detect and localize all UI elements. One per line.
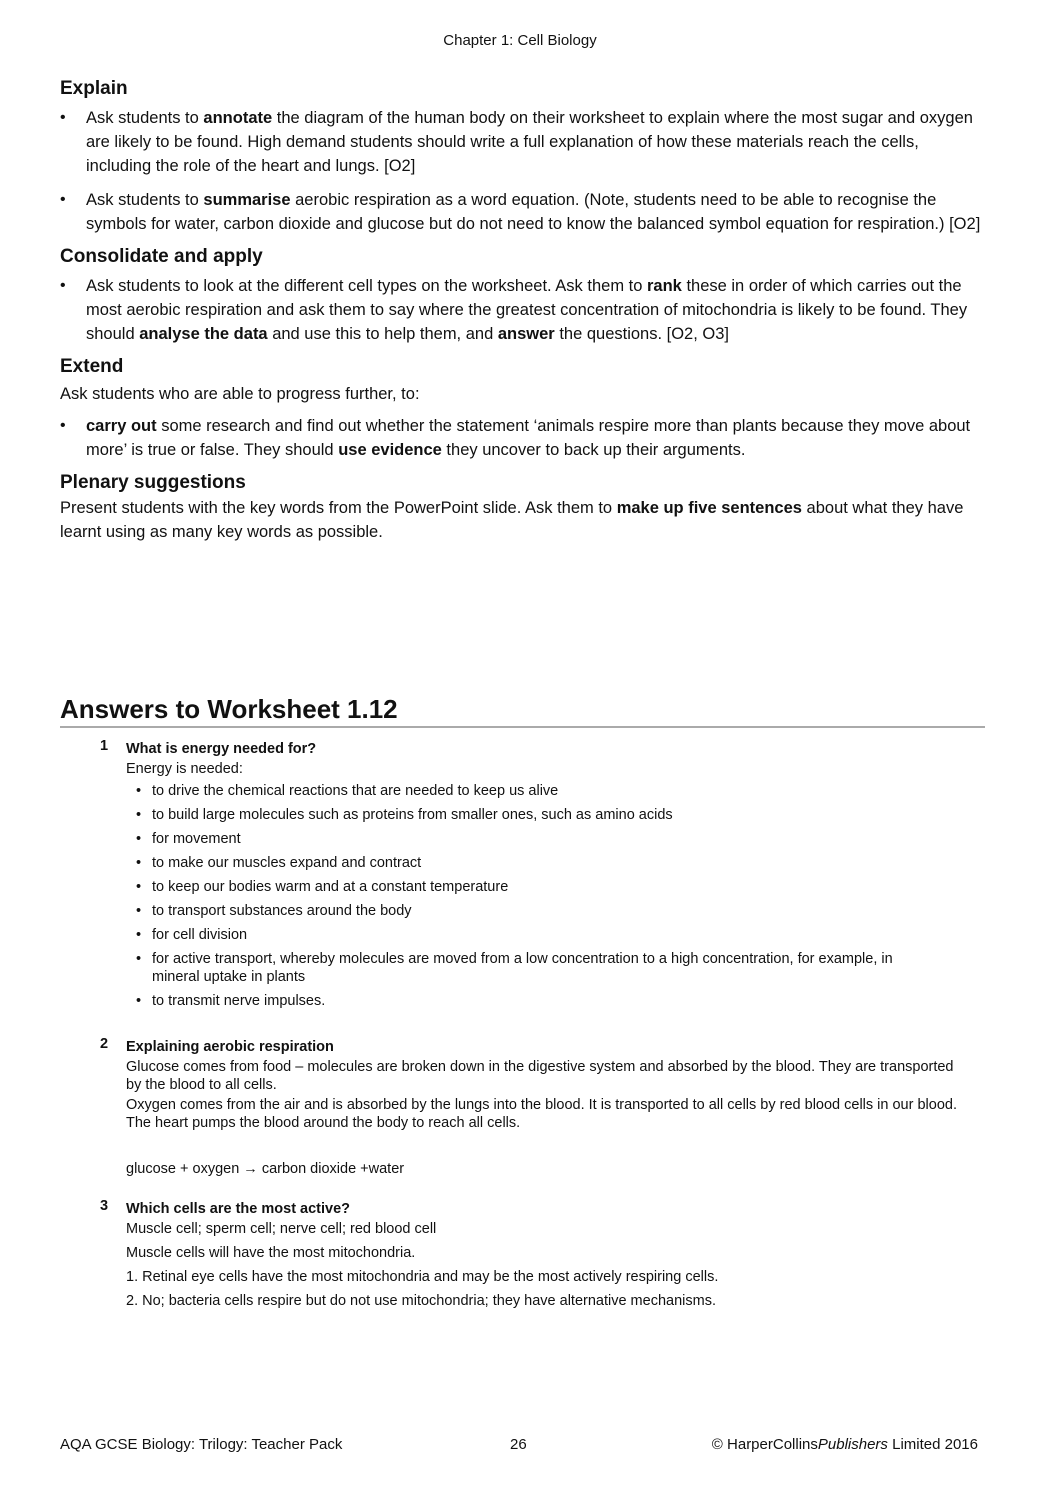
list-item: • for cell division (126, 926, 970, 944)
question-3 (100, 1198, 970, 1310)
explain-heading: Explain (60, 78, 128, 99)
question-1 (100, 738, 970, 1010)
answers-title: Answers to Worksheet 1.12 (60, 694, 985, 728)
plenary-text: Present students with the key words from the PowerPoint slide. Ask them to make up five sentences about what they have learnt using as many key words as possible. (60, 499, 964, 541)
plenary-heading: Plenary suggestions (60, 472, 246, 493)
question-number: 3 (100, 1198, 109, 1214)
list-item: • to transmit nerve impulses. (126, 992, 970, 1010)
answer-intro: Energy is needed: (126, 761, 243, 777)
question-number: 1 (100, 738, 109, 754)
answer-line: 2. No; bacteria cells respire but do not use mitochondria; they have alternative mechanisms. (126, 1293, 716, 1309)
answer-list (126, 782, 970, 1010)
lesson-content (60, 78, 985, 552)
running-header: Chapter 1: Cell Biology (443, 32, 597, 49)
consolidate-heading: Consolidate and apply (60, 246, 263, 267)
copyright: © HarperCollinsPublishers Limited 2016 (711, 1436, 978, 1453)
answer-line: Muscle cell; sperm cell; nerve cell; red blood cell (126, 1221, 437, 1237)
question-title: What is energy needed for? (126, 741, 317, 757)
list-item: • carry out some research and find out whether the statement ‘animals respire more than plants because they move about more’ is true or false. They should use evidence they uncover to back up their arguments. (60, 414, 985, 462)
list-item: • to transport substances around the body (126, 902, 970, 920)
word-equation: glucose + oxygen → carbon dioxide +water (126, 1161, 405, 1177)
answer-line: Muscle cells will have the most mitochondria. (126, 1245, 416, 1261)
question-2 (100, 1036, 970, 1178)
page-number: 26 (510, 1436, 527, 1453)
footer-title: AQA GCSE Biology: Trilogy: Teacher Pack (60, 1436, 343, 1453)
answer-paragraph: Glucose comes from food – molecules are broken down in the digestive system and absorbed by the blood. They are transported by the blood to all cells. (126, 1059, 954, 1093)
list-item: • to make our muscles expand and contract (126, 854, 970, 872)
list-item: • for movement (126, 830, 970, 848)
list-item: • Ask students to summarise aerobic respiration as a word equation. (Note, students need to be able to recognise the symbols for water, carbon dioxide and glucose but do not need to know the balanced symbol equation for respiration.) [O2] (60, 188, 985, 236)
consolidate-list (60, 274, 985, 346)
extend-heading: Extend (60, 356, 124, 377)
answer-line: 1. Retinal eye cells have the most mitochondria and may be the most actively respiring cells. (126, 1269, 719, 1285)
list-item: • to build large molecules such as proteins from smaller ones, such as amino acids (126, 806, 970, 824)
extend-intro: Ask students who are able to progress further, to: (60, 385, 420, 403)
question-title: Explaining aerobic respiration (126, 1039, 334, 1055)
answer-paragraph: Oxygen comes from the air and is absorbed by the lungs into the blood. It is transported to all cells by red blood cells in our blood. The heart pumps the blood around the body to reach all cells. (126, 1097, 957, 1131)
list-item: • to keep our bodies warm and at a constant temperature (126, 878, 970, 896)
question-number: 2 (100, 1036, 109, 1052)
extend-list (60, 414, 985, 462)
list-item: • to drive the chemical reactions that are needed to keep us alive (126, 782, 970, 800)
explain-list (60, 106, 985, 236)
list-item: • for active transport, whereby molecules are moved from a low concentration to a high concentration, for example, in mineral uptake in plants (126, 950, 970, 986)
list-item: • Ask students to annotate the diagram of the human body on their worksheet to explain where the most sugar and oxygen are likely to be found. High demand students should write a full explanation of how these materials reach the cells, including the role of the heart and lungs. [O2] (60, 106, 985, 178)
answers-section (100, 738, 970, 1316)
list-item: • Ask students to look at the different cell types on the worksheet. Ask them to rank these in order of which carries out the most aerobic respiration and ask them to say where the greatest concentration of mitochondria is likely to be found. They should analyse the data and use this to help them, and answer the questions. [O2, O3] (60, 274, 985, 346)
question-title: Which cells are the most active? (126, 1201, 351, 1217)
